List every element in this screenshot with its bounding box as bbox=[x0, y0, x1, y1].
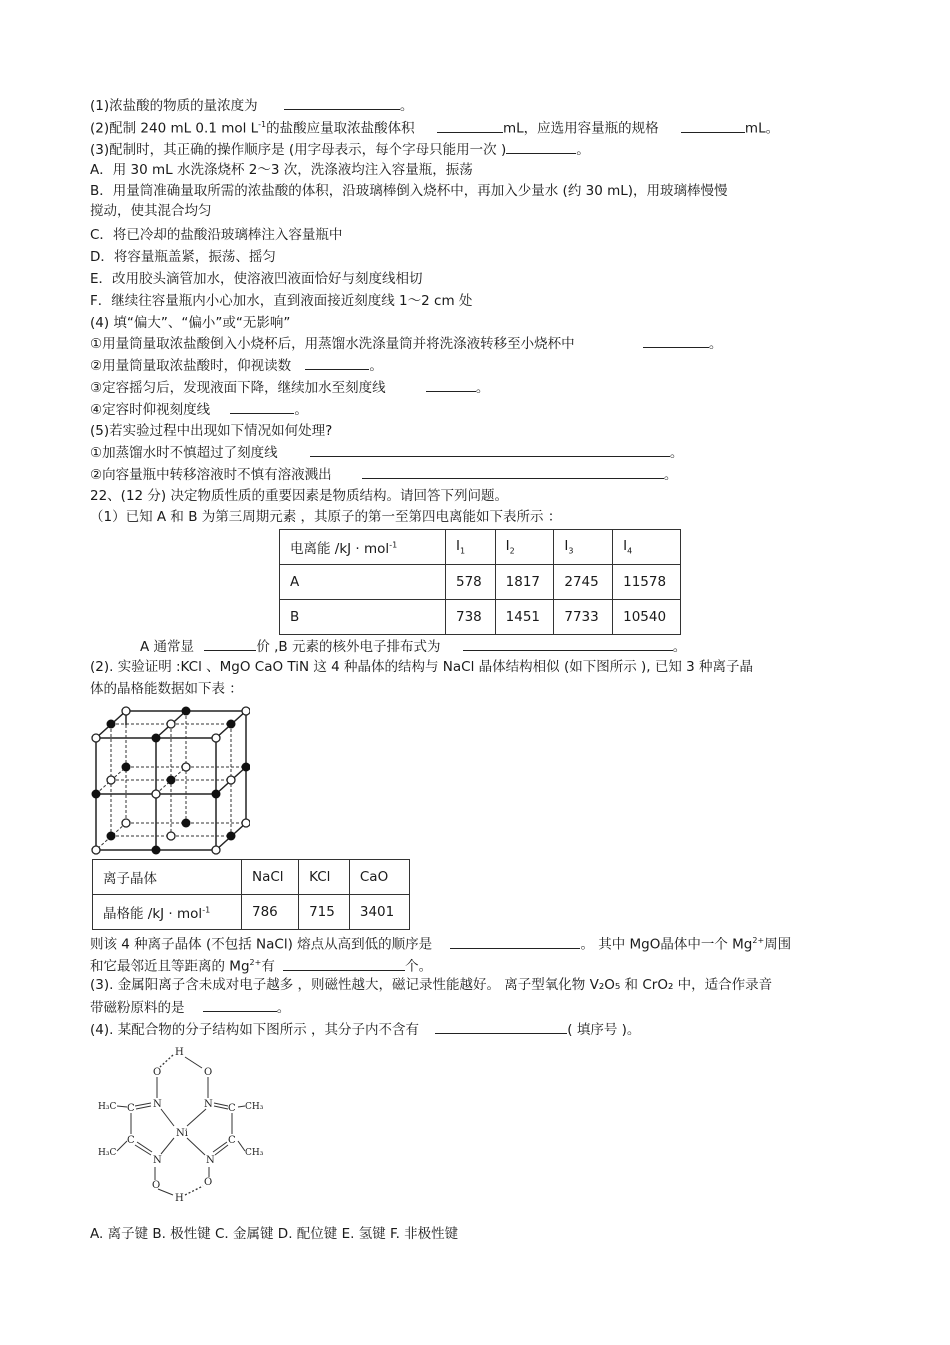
answer-blank[interactable] bbox=[203, 997, 277, 1012]
atom-label: Ni bbox=[176, 1128, 188, 1139]
q21-part4-3: ③定容摇匀后，发现液面下降，继续加水至刻度线 。 bbox=[90, 377, 489, 398]
q22-part4: (4). 某配合物的分子结构如下图所示 ，其分子内不含有 ( 填序号 )。 bbox=[90, 1019, 640, 1040]
answer-blank[interactable] bbox=[283, 956, 405, 971]
table-header-row: 离子晶体 NaCl KCl CaO bbox=[93, 860, 410, 895]
atom-label: C bbox=[228, 1103, 236, 1114]
q21-part4: (4) 填“偏大”、“偏小”或“无影响” bbox=[90, 315, 291, 331]
answer-blank[interactable] bbox=[284, 95, 400, 110]
atom-label: C bbox=[228, 1135, 236, 1146]
step-c: C．将已冷却的盐酸沿玻璃棒注入容量瓶中 bbox=[90, 227, 343, 243]
answer-blank[interactable] bbox=[305, 355, 369, 370]
atom-label: O bbox=[204, 1067, 213, 1078]
step-e: E．改用胶头滴管加水，使溶液凹液面恰好与刻度线相切 bbox=[90, 271, 423, 287]
q22-part3-line1: (3). 金属阳离子含未成对电子越多 ，则磁性越大，磁记录性能越好。 离子型氧化物 V₂O₅ 和 CrO₂ 中，适合作录音 bbox=[90, 977, 773, 993]
q22-part2-line1: (2). 实验证明 :KCl 、MgO CaO TiN 这 4 种晶体的结构与 NaCl 晶体结构相似 (如下图所示 ), 已知 3 种离子晶 bbox=[90, 659, 754, 675]
q22-part1-answer: A 通常显 价 ,B 元素的核外电子排布式为 。 bbox=[140, 636, 686, 657]
step-b-cont: 搅动，使其混合均匀 bbox=[90, 203, 212, 219]
q22-part1: （1）已知 A 和 B 为第三周期元素 ，其原子的第一至第四电离能如下表所示 ： bbox=[90, 509, 562, 525]
q21-part5: (5)若实验过程中出现如下情况如何处理? bbox=[90, 423, 333, 439]
answer-blank[interactable] bbox=[310, 442, 670, 457]
q22-part2-question2: 和它最邻近且等距离的 $Mg^{2+}$有 个。 bbox=[90, 953, 432, 977]
q21-part5-1: ①加蒸馏水时不慎超过了刻度线 。 bbox=[90, 442, 683, 463]
atom-label: C bbox=[127, 1103, 135, 1114]
lattice-energy-table bbox=[92, 859, 410, 930]
answer-blank[interactable] bbox=[362, 464, 664, 479]
table-row: B 738 1451 7733 10540 bbox=[280, 600, 681, 635]
table-row: 晶格能 /kJ · mol$^{-1}$ 786 715 3401 bbox=[93, 895, 410, 930]
nacl-crystal-structure-figure bbox=[90, 703, 250, 858]
atom-label: N bbox=[153, 1099, 162, 1110]
atom-label: C bbox=[127, 1135, 135, 1146]
q22-part4-options: A. 离子键 B. 极性键 C. 金属键 D. 配位键 E. 氢键 F. 非极性键 bbox=[90, 1226, 459, 1242]
answer-blank[interactable] bbox=[230, 399, 294, 414]
atom-label: O bbox=[204, 1177, 213, 1188]
answer-blank[interactable] bbox=[435, 1019, 567, 1034]
answer-blank[interactable] bbox=[204, 636, 256, 651]
q22-part2-line2: 体的晶格能数据如下表 ： bbox=[90, 681, 243, 697]
atom-label: H₃C bbox=[98, 1102, 117, 1112]
q21-part4-1: ①用量筒量取浓盐酸倒入小烧杯后，用蒸馏水洗涤量筒并将洗涤液转移至小烧杯中 。 bbox=[90, 333, 722, 354]
answer-blank[interactable] bbox=[643, 333, 709, 348]
atom-label: O bbox=[153, 1067, 162, 1078]
table-row: A 578 1817 2745 11578 bbox=[280, 565, 681, 600]
atom-label: CH₃ bbox=[245, 1102, 264, 1112]
atom-label: N bbox=[153, 1155, 162, 1166]
q21-part3: (3)配制时，其正确的操作顺序是 (用字母表示，每个字母只能用一次 ) 。 bbox=[90, 139, 590, 160]
atom-label: N bbox=[204, 1099, 213, 1110]
table-header-row: 电离能 /kJ · mol$^{-1}$ $I_1$ $I_2$ $I_3$ $I_4$ bbox=[280, 530, 681, 565]
answer-blank[interactable] bbox=[463, 636, 673, 651]
answer-blank[interactable] bbox=[450, 934, 580, 949]
atom-label: H bbox=[175, 1047, 184, 1058]
ionization-energy-table bbox=[279, 529, 681, 635]
step-d: D．将容量瓶盖紧，振荡、摇匀 bbox=[90, 249, 276, 265]
atom-label: O bbox=[152, 1180, 161, 1191]
atom-label: N bbox=[206, 1155, 215, 1166]
step-b: B．用量筒准确量取所需的浓盐酸的体积，沿玻璃棒倒入烧杯中，再加入少量水 (约 30 mL)，用玻璃棒慢慢 bbox=[90, 183, 728, 199]
q22-part2-question1: 则该 4 种离子晶体 (不包括 NaCl) 熔点从高到低的顺序是 。 其中 MgO晶体中一个 $Mg^{2+}$周围 bbox=[90, 931, 791, 955]
q21-part4-4: ④定容时仰视刻度线 。 bbox=[90, 399, 308, 420]
q22-part3-line2: 带磁粉原料的是 。 bbox=[90, 997, 290, 1018]
q22-title: 22、(12 分) 决定物质性质的重要因素是物质结构。请回答下列问题。 bbox=[90, 488, 508, 504]
q21-part1: (1)浓盐酸的物质的量浓度为 。 bbox=[90, 95, 413, 116]
step-a: A．用 30 mL 水洗涤烧杯 2～3 次，洗涤液均注入容量瓶，振荡 bbox=[90, 162, 473, 178]
answer-blank[interactable] bbox=[437, 118, 503, 133]
q21-part4-2: ②用量筒量取浓盐酸时，仰视读数 。 bbox=[90, 355, 383, 376]
q21-part2: (2)配制 240 mL 0.1 mol $L^{-1}$的盐酸应量取浓盐酸体积 mL，应选用容量瓶的规格 mL。 bbox=[90, 115, 779, 139]
q21-part5-2: ②向容量瓶中转移溶液时不慎有溶液溅出 。 bbox=[90, 464, 677, 485]
atom-label: CH₃ bbox=[245, 1148, 264, 1158]
answer-blank[interactable] bbox=[426, 377, 476, 392]
answer-blank[interactable] bbox=[681, 118, 745, 133]
answer-blank[interactable] bbox=[506, 139, 576, 154]
atom-label: H₃C bbox=[98, 1148, 117, 1158]
nickel-complex-structure-figure bbox=[95, 1043, 275, 1203]
atom-label: H bbox=[175, 1193, 184, 1203]
step-f: F．继续往容量瓶内小心加水，直到液面接近刻度线 1～2 cm 处 bbox=[90, 293, 473, 309]
